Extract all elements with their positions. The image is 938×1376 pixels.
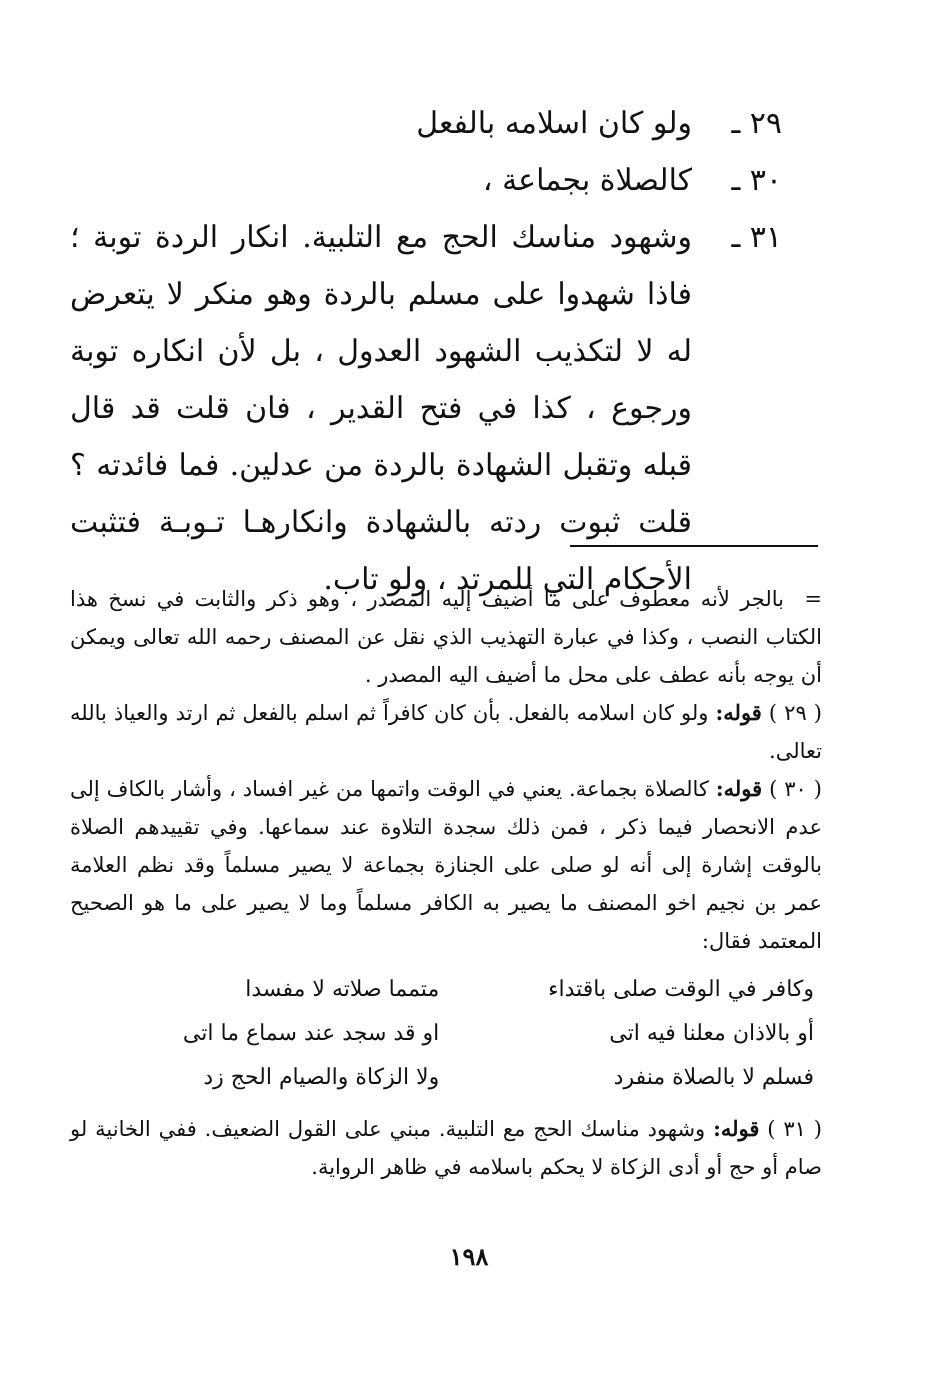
poem-first-hemistich: فسلم لا بالصلاة منفرد: [613, 1065, 814, 1090]
poem-verse: [70, 968, 822, 1012]
main-text: [70, 95, 782, 608]
poem: [70, 968, 822, 1100]
poem-second-hemistich: متمما صلاته لا مفسدا: [245, 977, 440, 1002]
footnote-ref: ( ٢٩ ): [768, 701, 822, 725]
poem-second-hemistich: او قد سجد عند سماع ما اتى: [182, 1021, 440, 1046]
poem-verse: [70, 1056, 822, 1100]
footnote-ref: ( ٣٠ ): [769, 777, 822, 801]
item-text: ولو كان اسلامه بالفعل: [416, 106, 692, 141]
footnote-text: ولو كان اسلامه بالفعل. بأن كان كافراً ثم اسلم بالفعل ثم ارتد والعياذ بالله تعالى.: [70, 701, 822, 763]
footnote-separator: [570, 545, 818, 547]
footnote-ref: ( ٣١ ): [767, 1117, 822, 1141]
item-number: ٣٠ ـ: [731, 163, 782, 198]
footnote-lead: قوله:: [715, 700, 762, 725]
footnote-lead: قوله:: [715, 776, 763, 801]
footnote-continuation: [70, 580, 822, 694]
matn-item-29: [70, 95, 782, 152]
footnote-text: بالجر لأنه معطوف على ما أضيف إليه المصدر ، وهو ذكر والثابت في نسخ هذا الكتاب النصب ، وكذا في عبارة التهذيب الذي نقل عن المصنف رحمه الله تعالى ويمكن أن يوجه بأنه عطف على محل ما أضيف اليه المصدر .: [70, 587, 822, 687]
page-number: ١٩٨: [449, 1242, 489, 1271]
item-text: كالصلاة بجماعة ،: [482, 163, 692, 198]
poem-first-hemistich: وكافر في الوقت صلى باقتداء: [548, 977, 814, 1002]
poem-verse: [70, 1012, 822, 1056]
poem-first-hemistich: أو بالاذان معلنا فيه اتى: [609, 1021, 814, 1046]
footnote-lead: قوله:: [713, 1116, 760, 1141]
footnote-29: [70, 694, 822, 770]
footnote-30: [70, 770, 822, 960]
footnote-31: [70, 1110, 822, 1186]
continuation-mark: =: [804, 587, 822, 611]
item-number: ٣١ ـ: [731, 220, 782, 255]
item-text: وشهود مناسك الحج مع التلبية. انكار الردة توبة ؛ فاذا شهدوا على مسلم بالردة وهو منكر لا يتعرض له لا لتكذيب الشهود العدول ، بل لأن انكاره توبة ورجوع ، كذا في فتح القدير ، فان قلت قد قال قبله وتقبل الشهادة بالردة من عدلين. فما فائدته ؟ قلت ثبوت ردته بالشهادة وانكارهـا تـوبـة فتثبت الأحكام التي للمرتد ، ولو تاب.: [70, 220, 692, 597]
item-number: ٢٩ ـ: [731, 106, 782, 141]
matn-item-31: [70, 209, 782, 608]
footnotes: [70, 580, 822, 1186]
poem-second-hemistich: ولا الزكاة والصيام الحج زد: [203, 1065, 440, 1090]
matn-item-30: [70, 152, 782, 209]
footnote-text: كالصلاة بجماعة. يعني في الوقت واتمها من غير افساد ، وأشار بالكاف إلى عدم الانحصار فيما ذكر ، فمن ذلك سجدة التلاوة عند سماعها. وفي تقييدهم الصلاة بالوقت إشارة إلى أنه لو صلى على الجنازة بجماعة لا يصير مسلماً وقد نظم العلامة عمر بن نجيم اخو المصنف ما يصير به الكافر مسلماً وما لا يصير على ما هو الصحيح المعتمد فقال:: [70, 777, 822, 953]
footnote-text: وشهود مناسك الحج مع التلبية. مبني على القول الضعيف. ففي الخانية لو صام أو حج أو أدى الزكاة لا يحكم باسلامه في ظاهر الرواية.: [70, 1117, 822, 1179]
